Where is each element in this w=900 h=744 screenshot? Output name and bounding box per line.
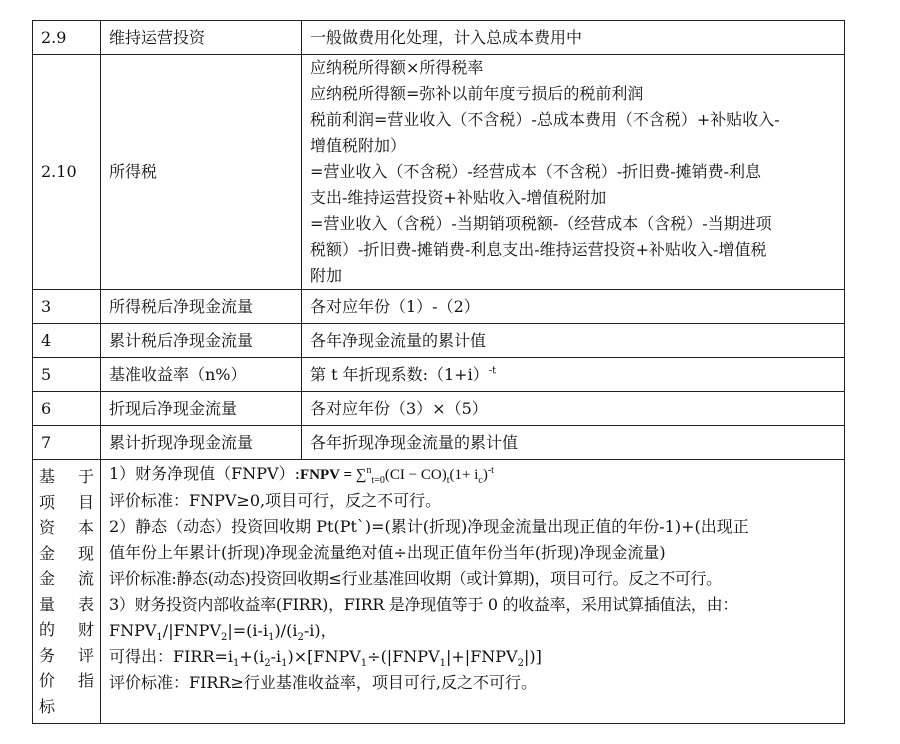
desc-line: =营业收入（不含税）-经营成本（不含税）-折旧费-摊销费-利息	[310, 162, 762, 181]
desc-line: 增值税附加）	[310, 136, 407, 155]
pt-criteria: 评价标准:静态(动态)投资回收期≤行业基准回收期（或计算期)，项目可行。反之不可行。	[109, 569, 722, 588]
firr-sub: 1	[281, 658, 288, 670]
label-line: 标	[39, 696, 56, 716]
row-description: 各对应年份（1）-（2）	[302, 290, 845, 324]
label-line: 基 于	[39, 467, 94, 486]
row-description	[302, 55, 845, 290]
row-number: 4	[33, 324, 101, 358]
table-row	[33, 55, 845, 290]
desc-line: 税额）-折旧费-摊销费-利息支出-维持运营投资+补贴收入-增值税	[310, 240, 767, 259]
discount-exponent: -t	[488, 365, 497, 377]
firr-ratio	[109, 618, 836, 644]
row-name: 所得税	[101, 55, 302, 290]
firr-sub: 2	[221, 632, 228, 644]
row-description: 各年净现金流量的累计值	[302, 324, 845, 358]
firr-sub: 1	[156, 632, 163, 644]
firr-text: -i	[270, 647, 282, 666]
label-line: 量 表	[39, 594, 94, 614]
row-name: 维持运营投资	[101, 21, 302, 55]
row-number: 7	[33, 426, 101, 460]
row-name: 累计税后净现金流量	[101, 324, 302, 358]
label-line: 项 目	[39, 492, 94, 512]
blank-line	[109, 696, 836, 722]
fnpv-line	[109, 461, 836, 488]
evaluation-content	[101, 460, 845, 724]
evaluation-row	[33, 460, 845, 724]
fnpv-title: 1）财务净现值（FNPV）:	[109, 464, 300, 483]
firr-text: FNPV	[109, 621, 157, 640]
discount-factor-text: 第 t 年折现系数:（1+i）	[310, 364, 489, 384]
label-line: 务 评	[39, 645, 94, 665]
firr-sub: 2	[517, 658, 524, 670]
row-name: 折现后净现金流量	[101, 392, 302, 426]
row-number: 6	[33, 392, 101, 426]
desc-line: 应纳税所得额×所得税率	[310, 58, 484, 77]
formula-sup: -t	[487, 465, 494, 476]
firr-result	[109, 644, 836, 670]
firr-text: )/(i	[274, 621, 298, 640]
table-row	[33, 290, 845, 324]
pt-line: 2）静态（动态）投资回收期 Pt(Pt`)=(累计(折现)净现金流量出现正值的年份-1)+(出现正	[109, 517, 749, 536]
firr-text: /|FNPV	[162, 621, 221, 640]
label-line: 金 流	[39, 569, 94, 588]
firr-text: ÷(|FNPV	[367, 647, 440, 666]
label-line: 价 指	[39, 671, 94, 690]
firr-criteria: 评价标准：FIRR≥行业基准收益率，项目可行,反之不可行。	[109, 673, 538, 692]
cash-flow-table	[32, 20, 845, 724]
table-row	[33, 21, 845, 55]
pt-line: 值年份上年累计(折现)净现金流量绝对值÷出现正值年份当年(折现)净现金流量)	[109, 543, 666, 562]
row-name: 累计折现净现金流量	[101, 426, 302, 460]
row-number: 2.10	[33, 55, 101, 290]
firr-sub: 1	[360, 658, 368, 670]
row-description: 各对应年份（3）×（5）	[302, 392, 845, 426]
firr-sub: 2	[264, 658, 271, 670]
desc-line: 应纳税所得额=弥补以前年度亏损后的税前利润	[310, 84, 644, 103]
formula-close: )	[482, 467, 488, 483]
table-row	[33, 392, 845, 426]
desc-line: =营业收入（含税）-当期销项税额-（经营成本（含税）-当期进项	[310, 214, 772, 233]
desc-line: 支出-维持运营投资+补贴收入-增值税附加	[310, 188, 607, 207]
row-description	[302, 358, 845, 392]
firr-sub: 1	[268, 632, 275, 644]
table-row	[33, 358, 845, 392]
row-number: 2.9	[33, 21, 101, 55]
fnpv-criteria: 评价标准：FNPV≥0,项目可行，反之不可行。	[109, 491, 442, 510]
row-number: 5	[33, 358, 101, 392]
formula-sub-t: t	[446, 475, 450, 486]
formula-body: (CI − CO)	[384, 467, 447, 483]
firr-text: |)]	[523, 647, 542, 666]
firr-line: 3）财务投资内部收益率(FIRR)，FIRR 是净现值等于 0 的收益率，采用试算插值法，由：	[109, 595, 739, 614]
label-line: 资 本	[39, 518, 94, 537]
label-line: 金 现	[39, 543, 94, 563]
firr-text: |=(i-i	[227, 621, 269, 640]
row-description: 各年折现净现金流量的累计值	[302, 426, 845, 460]
firr-sub: 1	[233, 658, 240, 670]
firr-sub: 1	[439, 658, 446, 670]
firr-text: -i)，	[303, 621, 337, 640]
row-description: 一般做费用化处理，计入总成本费用中	[302, 21, 845, 55]
sigma-symbol: ∑	[355, 467, 367, 483]
row-number: 3	[33, 290, 101, 324]
table-row	[33, 324, 845, 358]
table-row	[33, 426, 845, 460]
row-name: 基准收益率（n%）	[101, 358, 302, 392]
fnpv-formula	[300, 465, 494, 486]
row-name: 所得税后净现金流量	[101, 290, 302, 324]
firr-text: )×[FNPV	[287, 647, 361, 666]
firr-text: |+|FNPV	[446, 647, 518, 666]
formula-paren: (1+ i	[449, 467, 479, 483]
firr-text: 可得出：FIRR=i	[109, 647, 234, 666]
desc-line: 税前利润=营业收入（不含税）-总成本费用（不含税）+补贴收入-	[310, 110, 780, 129]
formula-sub-c: c	[478, 475, 483, 486]
firr-text: +(i	[239, 647, 265, 666]
label-line: 的 财	[39, 620, 94, 639]
firr-sub: 2	[297, 632, 304, 644]
sigma-bottom: t=0	[371, 475, 385, 486]
desc-line: 附加	[310, 266, 343, 285]
fnpv-formula-left: FNPV =	[300, 467, 356, 483]
evaluation-label	[33, 460, 101, 724]
sigma-top: n	[366, 465, 372, 476]
